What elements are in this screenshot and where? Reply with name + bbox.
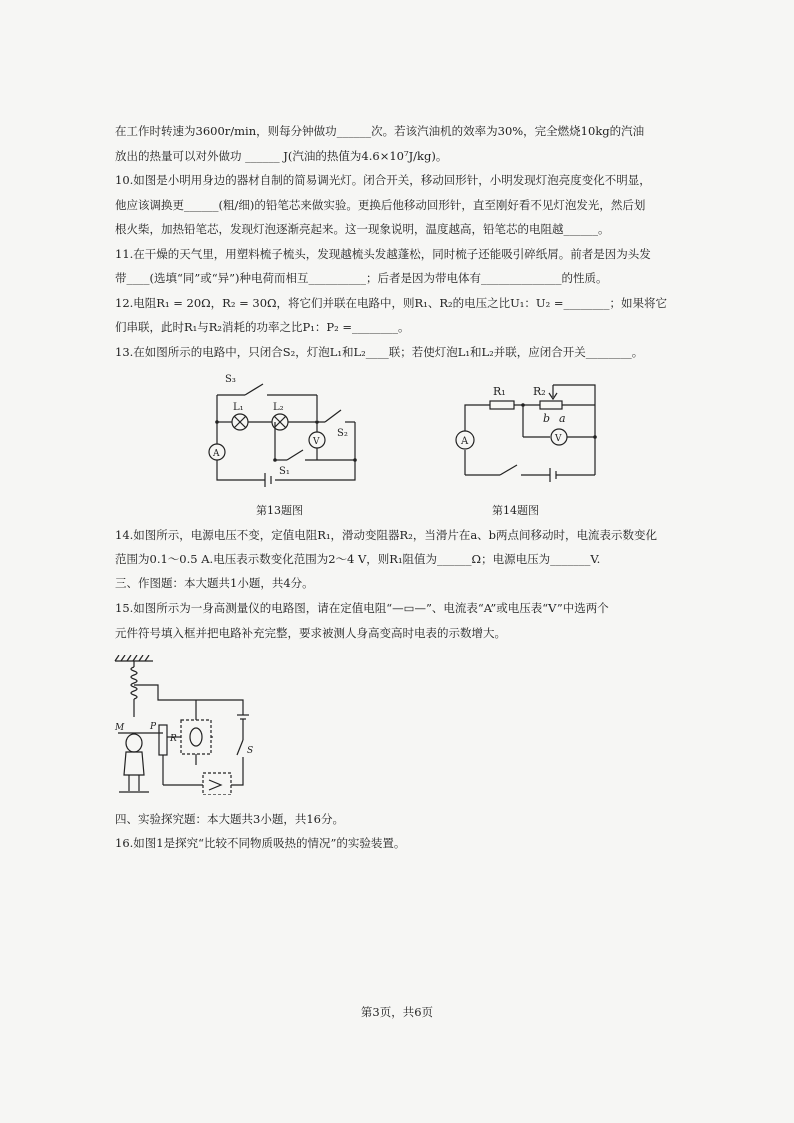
page-footer: 第3页，共6页 [360, 1005, 434, 1019]
ammeter-label: A [461, 436, 469, 447]
text-line-4: 他应该调换更______(粗/细)的铅笔芯来做实验。更换后他移动回形针，直至刚好看不见灯泡发光，然后划 [115, 198, 646, 212]
label-m: M [115, 723, 125, 733]
label-l1: L₁ [233, 402, 244, 413]
figure-14-circuit [455, 375, 605, 495]
text-line-14: 15.如图所示为一身高测量仪的电路图，请在定值电阻“—▭—”、电流表“A”或电压表“V”中选两个 [115, 601, 609, 615]
voltmeter-label: V [555, 434, 562, 444]
voltmeter-label: V [313, 437, 320, 447]
label-r2: R₂ [533, 385, 546, 398]
text-line-8: 12.电阻R₁ = 20Ω，R₂ = 30Ω，将它们并联在电路中，则R₁、R₂的电压之比U₁：U₂ =________；如果将它 [115, 296, 667, 310]
ammeter-label: A [213, 449, 220, 459]
figure-13-caption: 第13题图 [256, 504, 303, 517]
text-line-16: 四、实验探究题：本大题共3小题，共16分。 [115, 812, 344, 826]
text-line-7: 带____(选填“同”或“异”)种电荷而相互__________；后者是因为带电体有______________的性质。 [115, 271, 608, 285]
text-line-1: 在工作时转速为3600r/min，则每分钟做功______次。若该汽油机的效率为30%，完全燃烧10kg的汽油 [115, 124, 645, 138]
label-s3: S₃ [225, 374, 236, 385]
label-s: S [247, 746, 254, 756]
label-r1: R₁ [493, 385, 506, 398]
text-line-2: 放出的热量可以对外做功 ______ J(汽油的热值为4.6×10⁷J/kg)。 [115, 149, 448, 163]
label-s2: S₂ [337, 428, 348, 439]
figure-14-caption: 第14题图 [492, 504, 539, 517]
label-p: P [150, 722, 157, 732]
text-line-5: 根火柴，加热铅笔芯，发现灯泡逐渐亮起来。这一现象说明，温度越高，铅笔芯的电阻越______。 [115, 222, 610, 236]
text-line-12: 范围为0.1～0.5 A.电压表示数变化范围为2～4 V，则R₁阻值为______Ω；电源电压为_______V. [115, 552, 601, 566]
text-line-10: 13.在如图所示的电路中，只闭合S₂，灯泡L₁和L₂____联；若使灯泡L₁和L₂并联，应闭合开关________。 [115, 345, 644, 359]
text-line-3: 10.如图是小明用身边的器材自制的简易调光灯。闭合开关，移动回形针，小明发现灯泡亮度变化不明显， [115, 173, 651, 187]
label-r: R [170, 734, 177, 744]
text-line-13: 三、作图题：本大题共1小题，共4分。 [115, 576, 314, 590]
figure-13-circuit [195, 370, 370, 495]
label-l2: L₂ [273, 402, 284, 413]
text-line-11: 14.如图所示，电源电压不变，定值电阻R₁，滑动变阻器R₂，当滑片在a、b两点间移动时，电流表示数变化 [115, 528, 658, 542]
text-line-17: 16.如图1是探究“比较不同物质吸热的情况”的实验装置。 [115, 836, 406, 850]
label-a: a [559, 412, 566, 425]
text-line-15: 元件符号填入框并把电路补充完整，要求被测人身高变高时电表的示数增大。 [115, 626, 506, 640]
figure-15-height-meter [113, 655, 258, 795]
text-line-6: 11.在干燥的天气里，用塑料梳子梳头，发现越梳头发越蓬松，同时梳子还能吸引碎纸屑。前者是因为头发 [115, 247, 651, 261]
label-s1: S₁ [279, 466, 290, 477]
text-line-9: 们串联，此时R₁与R₂消耗的功率之比P₁：P₂ =________。 [115, 320, 410, 334]
label-b: b [543, 412, 551, 425]
